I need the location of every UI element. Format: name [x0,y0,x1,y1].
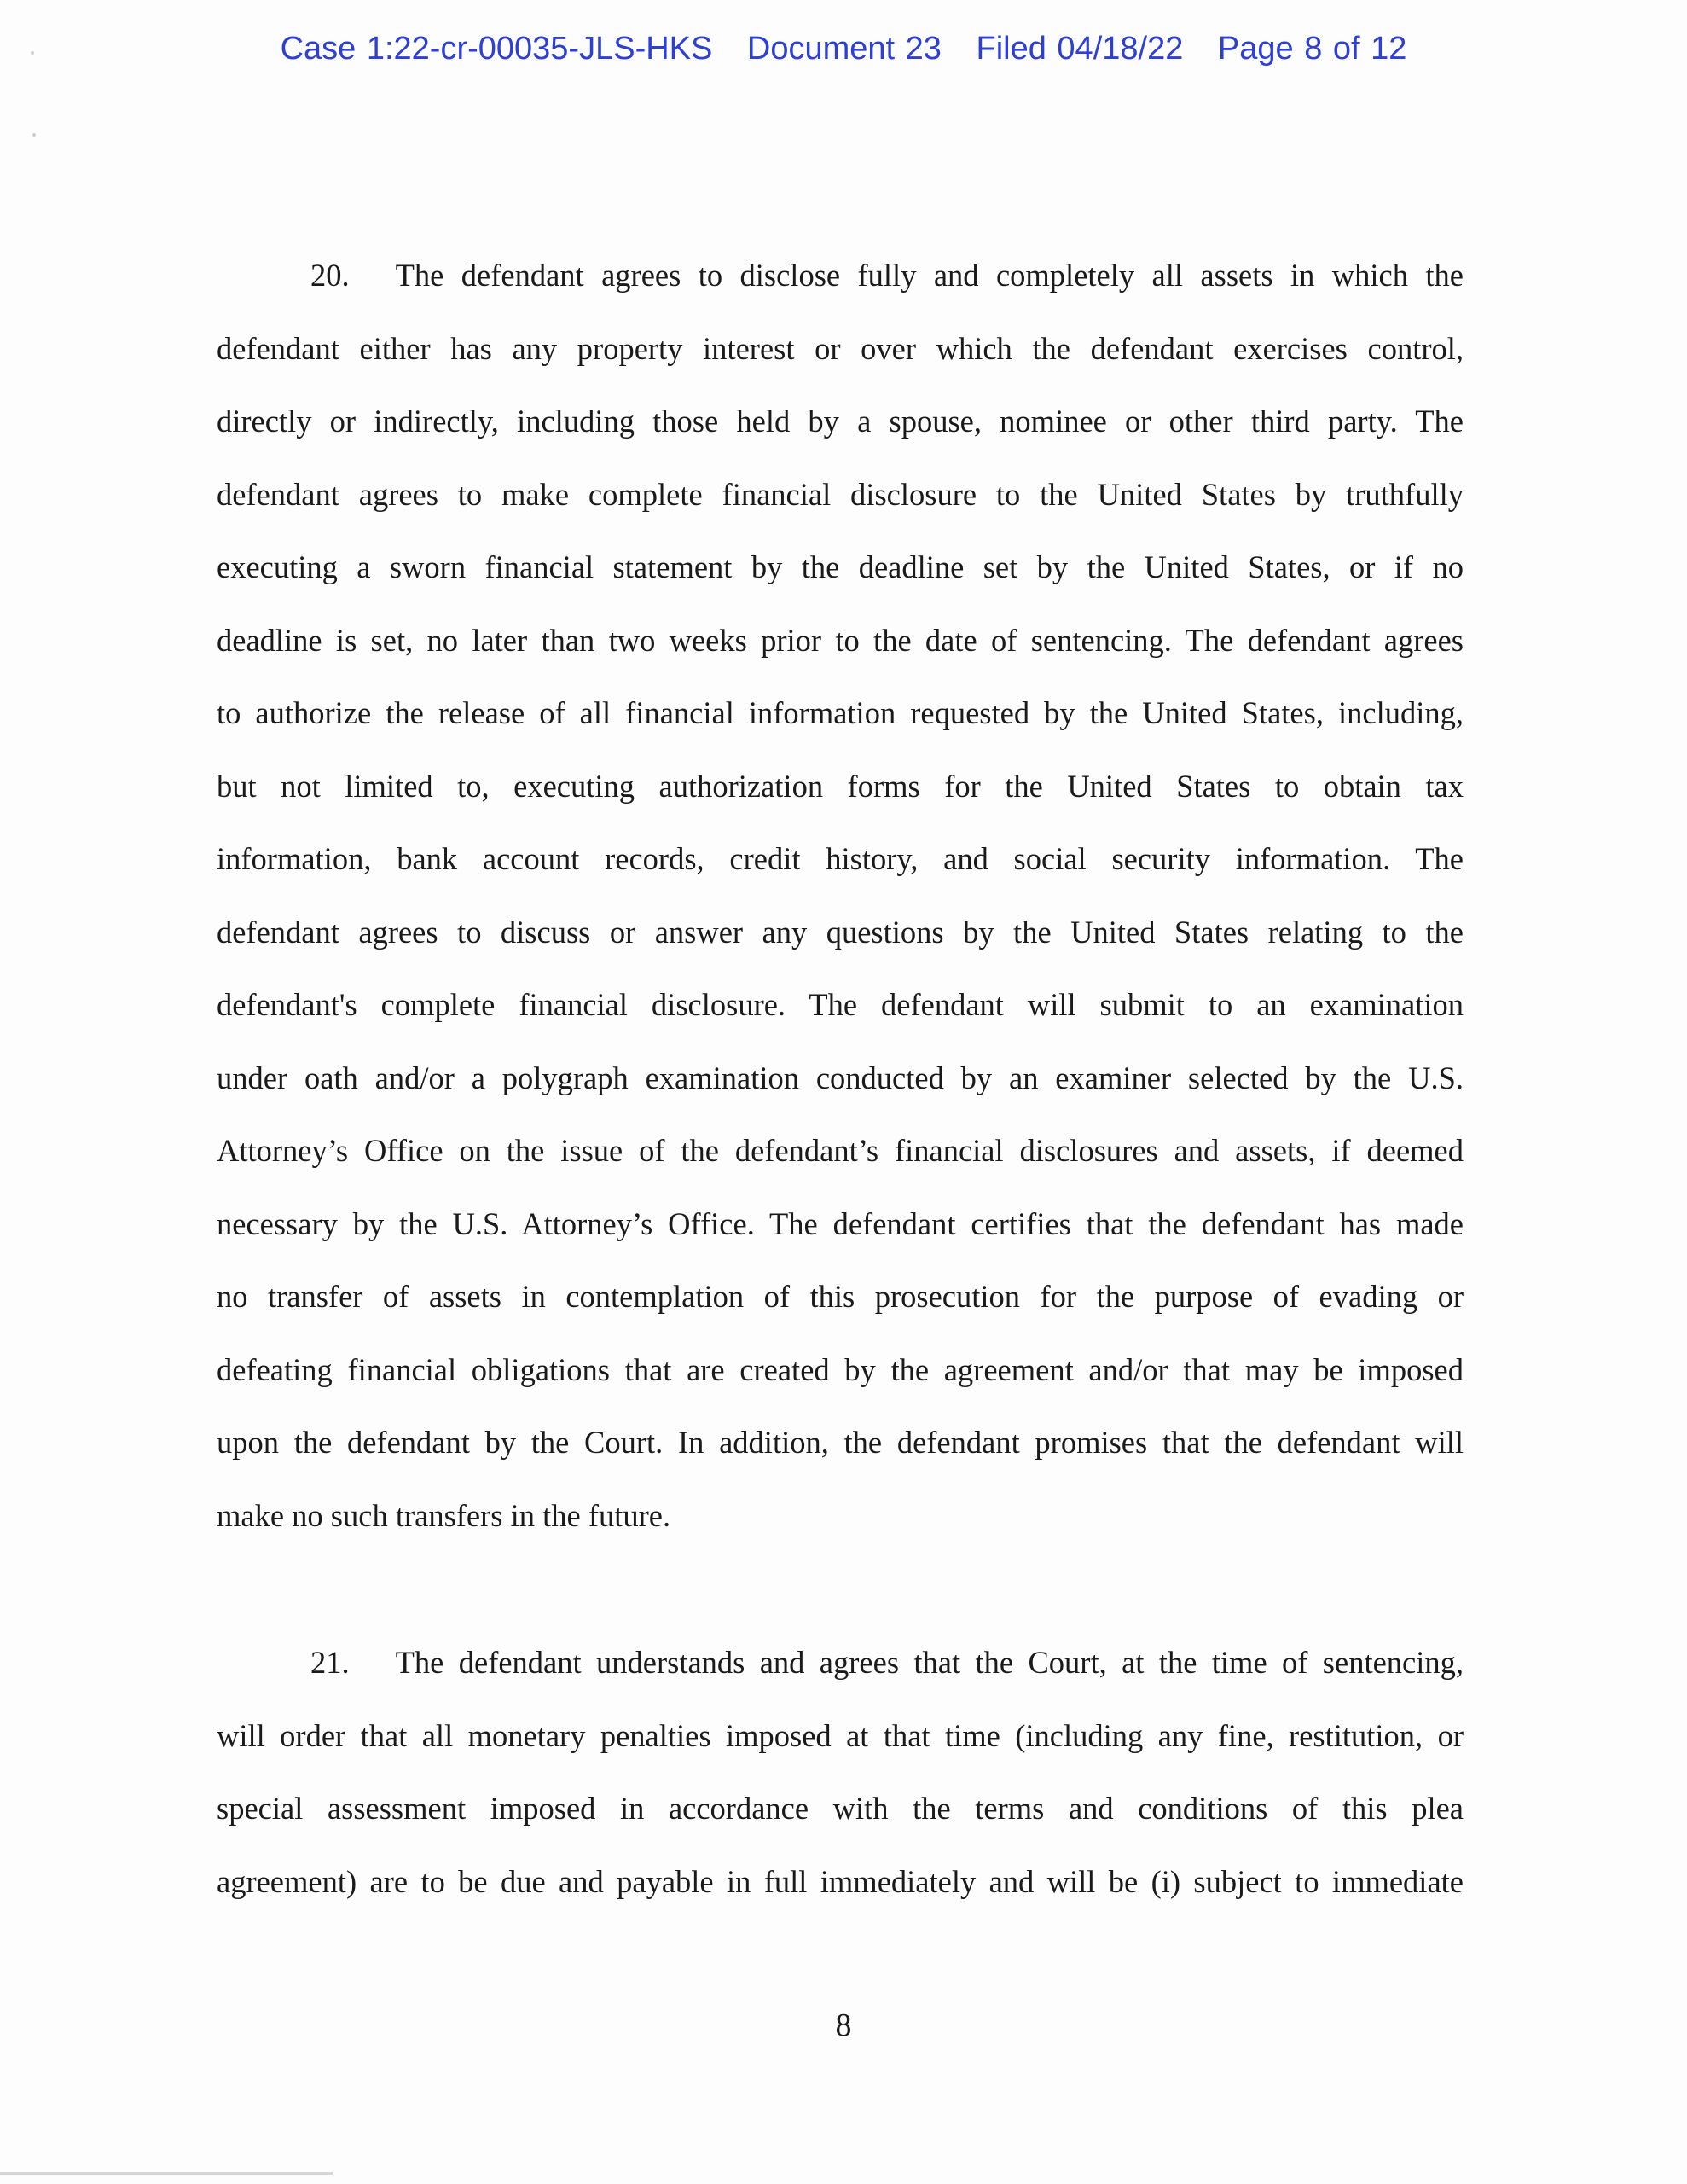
paragraph-line: information, bank account records, credit history, and social security information. The [217,841,1464,876]
filing-header [0,31,1687,67]
paragraph-line: necessary by the U.S. Attorney’s Office. The defendant certifies that the defendant has made [217,1205,1464,1241]
paragraph-line: no transfer of assets in contemplation of this prosecution for the purpose of evading or [217,1279,1464,1314]
paragraph-line: 20. The defendant agrees to disclose fully and completely all assets in which the [217,239,1464,312]
paragraph-line: special assessment imposed in accordance with the terms and conditions of this plea [217,1791,1464,1826]
filed-date: Filed 04/18/22 [976,31,1184,67]
page-number: 8 [835,2007,852,2043]
paragraph-line: 21. The defendant understands and agrees that the Court, at the time of sentencing, [217,1626,1464,1699]
paragraph-line: executing a sworn financial statement by the deadline set by the United States, or if no [217,549,1464,584]
paragraph-line: defendant's complete financial disclosure. The defendant will submit to an examination [217,987,1464,1022]
paragraph-number: 21. [310,1645,350,1680]
paragraph-line: defeating financial obligations that are created by the agreement and/or that may be imposed [217,1351,1464,1387]
document-number: Document 23 [746,31,942,67]
scan-speck [32,133,36,136]
paragraph-line: to authorize the release of all financial information requested by the United States, including, [217,695,1464,730]
paragraph-number: 20. [310,258,350,293]
paragraph-20 [217,239,1464,1552]
paragraph-21 [217,1626,1464,1918]
paragraph-line: will order that all monetary penalties imposed at that time (including any fine, restitution, or [217,1717,1464,1753]
paragraph-line: make no such transfers in the future. [217,1497,671,1533]
paragraph-line: defendant agrees to discuss or answer any questions by the United States relating to the [217,914,1464,950]
paragraph-line: deadline is set, no later than two weeks prior to the date of sentencing. The defendant agrees [217,622,1464,658]
paragraph-line: defendant either has any property interest or over which the defendant exercises control, [217,330,1464,366]
case-number: Case 1:22-cr-00035-JLS-HKS [280,31,713,67]
scan-edge-line [0,2172,333,2175]
paragraph-line: defendant agrees to make complete financial disclosure to the United States by truthfully [217,476,1464,512]
page-indicator: Page 8 of 12 [1217,31,1407,67]
scan-speck [31,51,34,55]
paragraph-line: agreement) are to be due and payable in full immediately and will be (i) subject to immediate [217,1863,1464,1899]
paragraph-line: Attorney’s Office on the issue of the defendant’s financial disclosures and assets, if deemed [217,1133,1464,1168]
paragraph-line: but not limited to, executing authorization forms for the United States to obtain tax [217,768,1464,804]
paragraph-line: directly or indirectly, including those held by a spouse, nominee or other third party. The [217,404,1464,439]
paragraph-line: under oath and/or a polygraph examination conducted by an examiner selected by the U.S. [217,1060,1464,1095]
paragraph-line: upon the defendant by the Court. In addition, the defendant promises that the defendant will [217,1425,1464,1460]
